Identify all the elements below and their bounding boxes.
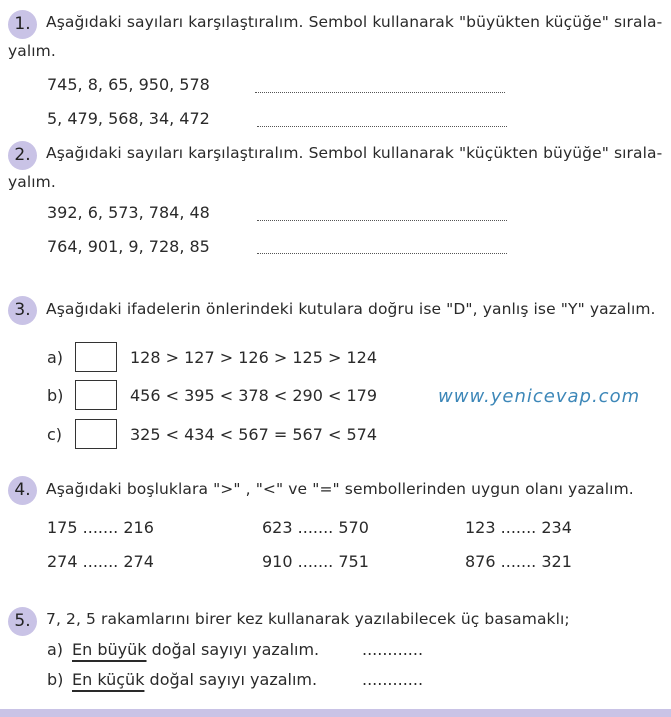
item-a-expression: 128 > 127 > 126 > 125 > 124 [130,348,378,367]
answer-blank[interactable] [257,220,507,221]
keyword-underlined: En küçük [72,670,145,689]
comparison-blank[interactable]: ....... [82,552,119,571]
question-3-badge: 3. [8,296,37,325]
question-4-text: Aşağıdaki boşluklara ">" , "<" ve "=" sembollerinden uygun olanı yazalım. [46,480,634,498]
question-5-text: 7, 2, 5 rakamlarını birer kez kullanarak yazılabilecek üç basamaklı; [46,610,570,628]
item-c-expression: 325 < 434 < 567 = 567 < 574 [130,425,378,444]
bottom-divider [0,709,671,717]
item-c-label: c) [47,425,63,444]
left-number: 123 [465,518,496,537]
comparison-blank[interactable]: ....... [500,518,537,537]
question-2-row-2: 764, 901, 9, 728, 85 [47,237,210,256]
question-2-badge: 2. [8,141,37,170]
left-number: 623 [262,518,293,537]
left-number: 274 [47,552,78,571]
question-2-text-cont: yalım. [8,173,56,191]
item-a-text [72,640,319,659]
watermark: www.yenicevap.com [438,386,641,407]
compare-pair [465,518,572,537]
right-number: 274 [123,552,154,571]
item-b-label: b) [47,386,64,405]
comparison-blank[interactable]: ....... [297,552,334,571]
answer-blank[interactable] [257,126,507,127]
question-1-badge: 1. [8,10,37,39]
compare-pair [262,518,369,537]
question-1-row-1: 745, 8, 65, 950, 578 [47,75,210,94]
question-1-text-cont: yalım. [8,42,56,60]
left-number: 910 [262,552,293,571]
answer-blank[interactable] [255,92,505,93]
item-a-label: a) [47,640,64,659]
right-number: 321 [541,552,572,571]
compare-pair [47,518,154,537]
comparison-blank[interactable]: ....... [82,518,119,537]
question-3-text: Aşağıdaki ifadelerin önlerindeki kutulara doğru ise "D", yanlış ise "Y" yazalım. [46,300,656,318]
item-text-rest: doğal sayıyı yazalım. [149,670,318,689]
answer-box-c[interactable] [75,419,117,449]
right-number: 751 [338,552,369,571]
right-number: 570 [338,518,369,537]
question-2-row-1: 392, 6, 573, 784, 48 [47,203,210,222]
question-1-text: Aşağıdaki sayıları karşılaştıralım. Sembol kullanarak "büyükten küçüğe" sırala- [46,13,663,31]
compare-pair [47,552,154,571]
left-number: 175 [47,518,78,537]
compare-pair [262,552,369,571]
answer-blank[interactable] [257,253,507,254]
question-5-badge: 5. [8,607,37,636]
item-text-rest: doğal sayıyı yazalım. [151,640,320,659]
keyword-underlined: En büyük [72,640,147,659]
item-a-label: a) [47,348,64,367]
answer-blank[interactable]: ............ [362,640,424,659]
comparison-blank[interactable]: ....... [500,552,537,571]
question-4-badge: 4. [8,476,37,505]
question-2-text: Aşağıdaki sayıları karşılaştıralım. Sembol kullanarak "küçükten büyüğe" sırala- [46,144,663,162]
left-number: 876 [465,552,496,571]
compare-pair [465,552,572,571]
answer-box-a[interactable] [75,342,117,372]
answer-box-b[interactable] [75,380,117,410]
comparison-blank[interactable]: ....... [297,518,334,537]
right-number: 234 [541,518,572,537]
right-number: 216 [123,518,154,537]
answer-blank[interactable]: ............ [362,670,424,689]
item-b-text [72,670,317,689]
item-b-label: b) [47,670,64,689]
question-1-row-2: 5, 479, 568, 34, 472 [47,109,210,128]
item-b-expression: 456 < 395 < 378 < 290 < 179 [130,386,378,405]
